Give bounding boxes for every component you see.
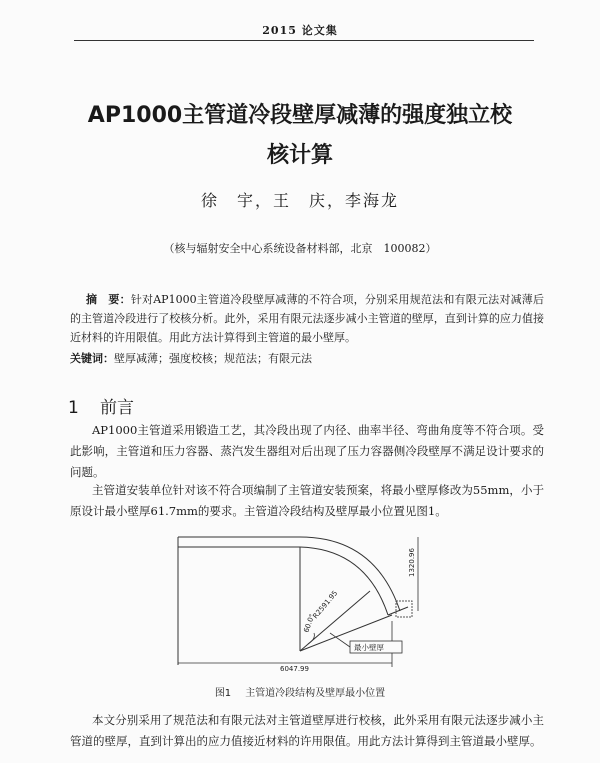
- abstract: [70, 290, 544, 347]
- figure-1: [170, 533, 430, 677]
- title-line-2: 核计算: [266, 143, 333, 168]
- dim-angle: 60.0°: [302, 613, 317, 634]
- keywords: [70, 349, 544, 368]
- nozzle-edge: [388, 607, 408, 615]
- section-title: 前言: [100, 398, 134, 418]
- dim-bottom: 6047.99: [280, 665, 309, 673]
- keywords-text: 壁厚减薄；强度校核；规范法；有限元法: [114, 352, 312, 365]
- running-head: 2015 论文集: [262, 24, 338, 37]
- abstract-text: 针对AP1000主管道冷段壁厚减薄的不符合项，分别采用规范法和有限元法对减薄后的主管道冷段进行了校核分析。此外，采用有限元法逐步减小主管道的壁厚，直到计算的应力值接近材料的许用限值。用此方法计算得到主管道的最小壁厚。: [70, 293, 544, 344]
- title-line-1: AP1000主管道冷段壁厚减薄的强度独立校: [87, 103, 513, 128]
- header-rule: [74, 40, 534, 41]
- figure-caption: [0, 684, 600, 699]
- paragraph-2: 主管道安装单位针对该不符合项编制了主管道安装预案，将最小壁厚修改为55mm，小于原设计最小壁厚61.7mm的要求。主管道冷段结构及壁厚最小位置见图1。: [70, 483, 544, 518]
- paragraph-1: AP1000主管道采用锻造工艺，其冷段出现了内径、曲率半径、弯曲角度等不符合项。受此影响，主管道和压力容器、蒸汽发生器组对后出现了压力容器侧冷段壁厚不满足设计要求的问题。: [70, 423, 544, 479]
- dim-radius: R2591.95: [311, 589, 340, 621]
- angle-arc: [308, 633, 314, 644]
- paper-title: [60, 96, 540, 176]
- pipe-drawing: [170, 533, 430, 673]
- figure-caption-text: 主管道冷段结构及壁厚最小位置: [245, 688, 386, 699]
- keywords-label: 关键词：: [70, 352, 114, 365]
- affiliation: （核与辐射安全中心系统设备材料部，北京 100082）: [163, 242, 437, 255]
- section-heading: [68, 393, 134, 418]
- section-number: 1: [68, 398, 79, 418]
- bend-inner: [300, 547, 388, 615]
- dim-right: 1320.96: [408, 548, 416, 577]
- authors: 徐 宇，王 庆，李海龙: [200, 191, 399, 210]
- abstract-label: 摘 要：: [86, 293, 131, 306]
- min-wall-label: 最小壁厚: [354, 643, 384, 652]
- figure-number: 图1: [214, 688, 232, 699]
- paragraph-3: 本文分别采用了规范法和有限元法对主管道壁厚进行校核，此外采用有限元法逐步减小主管道的壁厚，直到计算出的应力值接近材料的许用限值。用此方法计算得到主管道最小壁厚。: [70, 713, 544, 748]
